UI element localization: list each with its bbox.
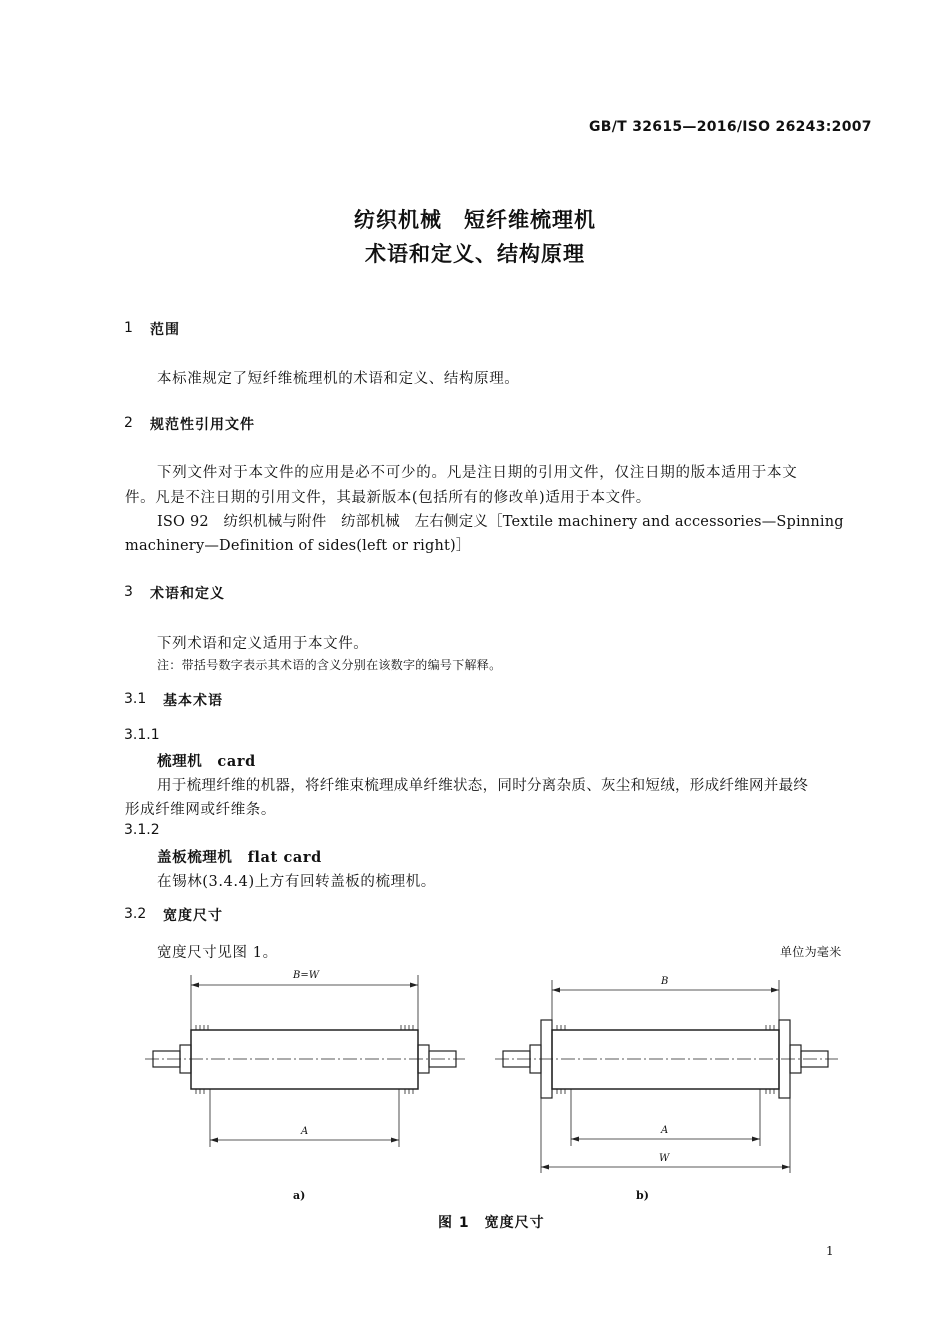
diagram-a-caption: a) <box>293 1189 306 1202</box>
section-3-note: 注：带括号数字表示其术语的含义分别在该数字的编号下解释。 <box>157 658 502 672</box>
term-3-1-2-number: 3.1.2 <box>124 822 160 838</box>
section-1-number: 1 <box>124 320 133 336</box>
diagram-b-label-top: B <box>661 976 669 987</box>
section-3-1-number: 3.1 <box>124 691 147 707</box>
normative-reference-line2: machinery—Definition of sides(left or right)］ <box>125 538 471 554</box>
section-3-heading: 术语和定义 <box>150 586 225 602</box>
diagram-a-label-bottom: A <box>301 1126 309 1137</box>
diagram-b-label-bottom: W <box>659 1153 670 1164</box>
section-2-para-line2: 件。凡是不注日期的引用文件，其最新版本(包括所有的修改单)适用于本文件。 <box>125 490 651 506</box>
page-title-line2: 术语和定义、结构原理 <box>365 242 585 266</box>
figure-caption: 图 1 宽度尺寸 <box>438 1215 545 1231</box>
section-3-number: 3 <box>124 584 133 600</box>
section-3-2-heading: 宽度尺寸 <box>163 908 223 924</box>
diagram-b-caption: b) <box>636 1189 649 1202</box>
unit-note: 单位为毫米 <box>780 945 842 959</box>
section-1-heading: 范围 <box>150 322 180 338</box>
term-3-1-2-name: 盖板梳理机 flat card <box>157 849 322 866</box>
section-2-para-line1: 下列文件对于本文件的应用是必不可少的。凡是注日期的引用文件，仅注日期的版本适用于本文 <box>157 465 798 481</box>
diagram-a-label-top: B=W <box>293 970 320 981</box>
diagram-b-roller <box>495 980 838 1173</box>
diagram-a-roller <box>145 975 465 1147</box>
section-3-2-number: 3.2 <box>124 906 147 922</box>
page-title-line1: 纺织机械 短纤维梳理机 <box>354 208 596 232</box>
section-2-number: 2 <box>124 415 133 431</box>
section-3-text: 下列术语和定义适用于本文件。 <box>157 636 369 652</box>
section-3-2-text: 宽度尺寸见图 1。 <box>157 945 278 961</box>
section-1-text: 本标准规定了短纤维梳理机的术语和定义、结构原理。 <box>157 371 520 387</box>
term-3-1-1-name: 梳理机 card <box>157 753 256 770</box>
section-3-1-heading: 基本术语 <box>163 693 223 709</box>
term-3-1-1-definition-line2: 形成纤维网或纤维条。 <box>125 802 276 818</box>
section-2-heading: 规范性引用文件 <box>150 417 255 433</box>
normative-reference-line1: ISO 92 纺织机械与附件 纺部机械 左右侧定义［Textile machinery and accessories—Spinning <box>157 514 844 530</box>
term-3-1-1-number: 3.1.1 <box>124 727 160 743</box>
term-3-1-2-definition: 在锡林(3.4.4)上方有回转盖板的梳理机。 <box>157 874 436 890</box>
standard-number: GB/T 32615—2016/ISO 26243:2007 <box>589 119 872 135</box>
page-number: 1 <box>826 1244 834 1258</box>
term-3-1-1-definition-line1: 用于梳理纤维的机器，将纤维束梳理成单纤维状态，同时分离杂质、灰尘和短绒，形成纤维网并最终 <box>157 778 809 794</box>
diagram-b-label-mid: A <box>661 1125 669 1136</box>
